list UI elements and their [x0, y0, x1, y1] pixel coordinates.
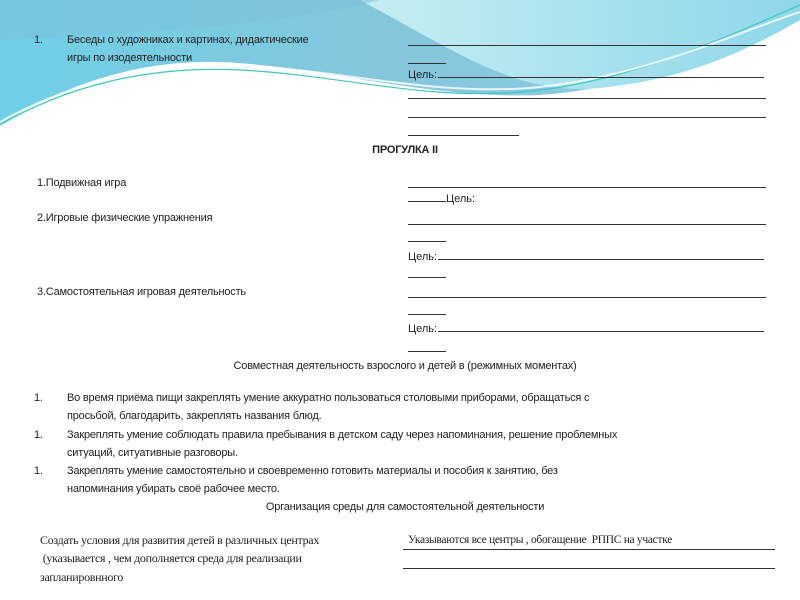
blank-line: [408, 351, 446, 352]
joint-item-2-line1: Закреплять умение соблюдать правила пребывания в детском саду через напоминания, решение проблемных: [67, 429, 618, 441]
item-number: 1.: [34, 429, 43, 441]
blank-line: [408, 45, 766, 46]
joint-title: Совместная деятельность взрослого и детей в (режимных моментах): [233, 360, 577, 372]
joint-item-2-line2: ситуаций, ситуативные разговоры.: [67, 447, 238, 459]
item-number: 1.: [34, 34, 43, 46]
item-number: 1.: [34, 392, 43, 404]
environment-left-line2: (указывается , чем дополняется среда для реализации: [40, 551, 302, 565]
blank-line: [408, 314, 446, 315]
blank-line: [408, 277, 446, 278]
section1-text-line1: Беседы о художниках и картинах, дидактические: [67, 34, 309, 46]
goal-label: Цель:: [408, 251, 438, 263]
blank-line: [403, 568, 775, 569]
blank-line: [408, 63, 446, 64]
blank-line: [403, 549, 775, 550]
blank-line: [408, 224, 766, 225]
walk-item-2: 2.Игровые физические упражнения: [37, 212, 213, 224]
goal-label: Цель:: [408, 323, 438, 335]
blank-line: [408, 297, 766, 298]
blank-line: [408, 135, 519, 136]
environment-title: Организация среды для самостоятельной деятельности: [265, 501, 545, 513]
walk-item-3: 3.Самостоятельная игровая деятельность: [37, 286, 246, 298]
goal-label: Цель:: [446, 193, 476, 205]
blank-line: [408, 117, 766, 118]
item-number: 1.: [34, 465, 43, 477]
joint-item-3-line1: Закреплять умение самостоятельно и своевременно готовить материалы и пособия к занятию, без: [67, 465, 558, 477]
joint-item-1-line1: Во время приёма пищи закреплять умение аккуратно пользоваться столовыми приборами, обращаться с: [67, 392, 590, 404]
blank-line: [408, 187, 766, 188]
environment-right-text: Указываются все центры , обогащение РППС на участке: [408, 534, 672, 546]
walk-title: ПРОГУЛКА II: [372, 144, 438, 156]
blank-line: [408, 241, 446, 242]
section1-text-line2: игры по изодеятельности: [67, 52, 192, 64]
goal-label: Цель:: [408, 69, 438, 81]
joint-item-1-line2: просьбой, благодарить, закреплять названия блюд.: [67, 410, 322, 422]
blank-line: [408, 98, 766, 99]
environment-left-line1: Создать условия для развития детей в различных центрах: [40, 533, 320, 547]
walk-item-1: 1.Подвижная игра: [37, 177, 127, 189]
joint-item-3-line2: напоминания убирать своё рабочее место.: [67, 483, 280, 495]
environment-left-line3: запланировнного: [40, 570, 124, 584]
